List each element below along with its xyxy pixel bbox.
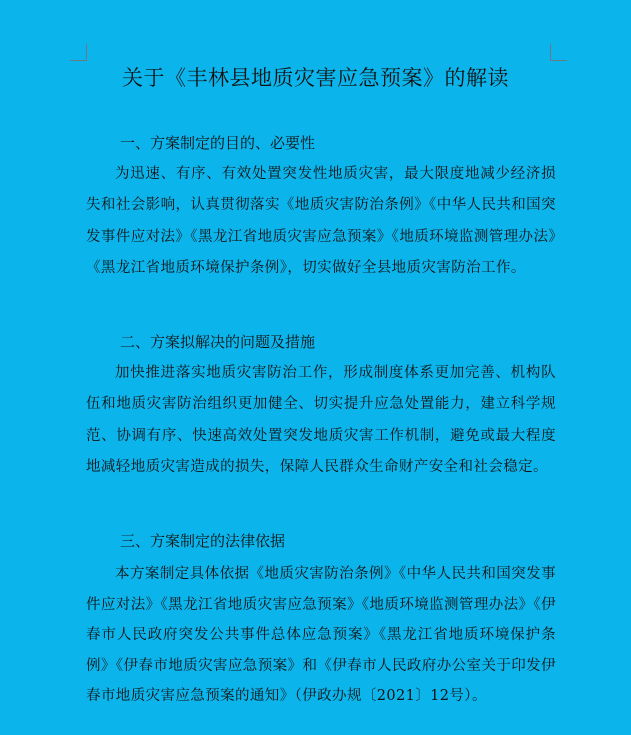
section-2-body: 加快推进落实地质灾害防治工作，形成制度体系更加完善、机构队伍和地质灾害防治组织更加健全、切实提升应急处置能力，建立科学规范、协调有序、快速高效处置突发地质灾害工作机制，避免或最大程度地减轻地质灾害造成的损失，保障人民群众生命财产安全和社会稳定。 [86,365,556,475]
page-margin-marker-right [550,44,567,61]
section-2-heading: 二、方案拟解决的问题及措施 [120,333,316,351]
section-1-body: 为迅速、有序、有效处置突发性地质灾害，最大限度地减少经济损失和社会影响，认真贯彻落实《地质灾害防治条例》《中华人民共和国突发事件应对法》《黑龙江省地质灾害应急预案》《地质环境监测管理办法》《黑龙江省地质环境保护条例》，切实做好全县地质灾害防治工作。 [86,166,556,276]
page-margin-marker-left [70,44,87,61]
section-3-body: 本方案制定具体依据《地质灾害防治条例》《中华人民共和国突发事件应对法》《黑龙江省地质灾害应急预案》《地质环境监测管理办法》《伊春市人民政府突发公共事件总体应急预案》《黑龙江省地质环境保护条例》《伊春市地质灾害应急预案》和《伊春市人民政府办公室关于印发伊春市地质灾害应急预案的通知》（伊政办规〔2021〕12号）。 [86,566,556,704]
section-3-heading: 三、方案制定的法律依据 [120,532,286,550]
document-title: 关于《丰林县地质灾害应急预案》的解读 [122,66,509,90]
section-1-heading: 一、方案制定的目的、必要性 [120,134,316,152]
